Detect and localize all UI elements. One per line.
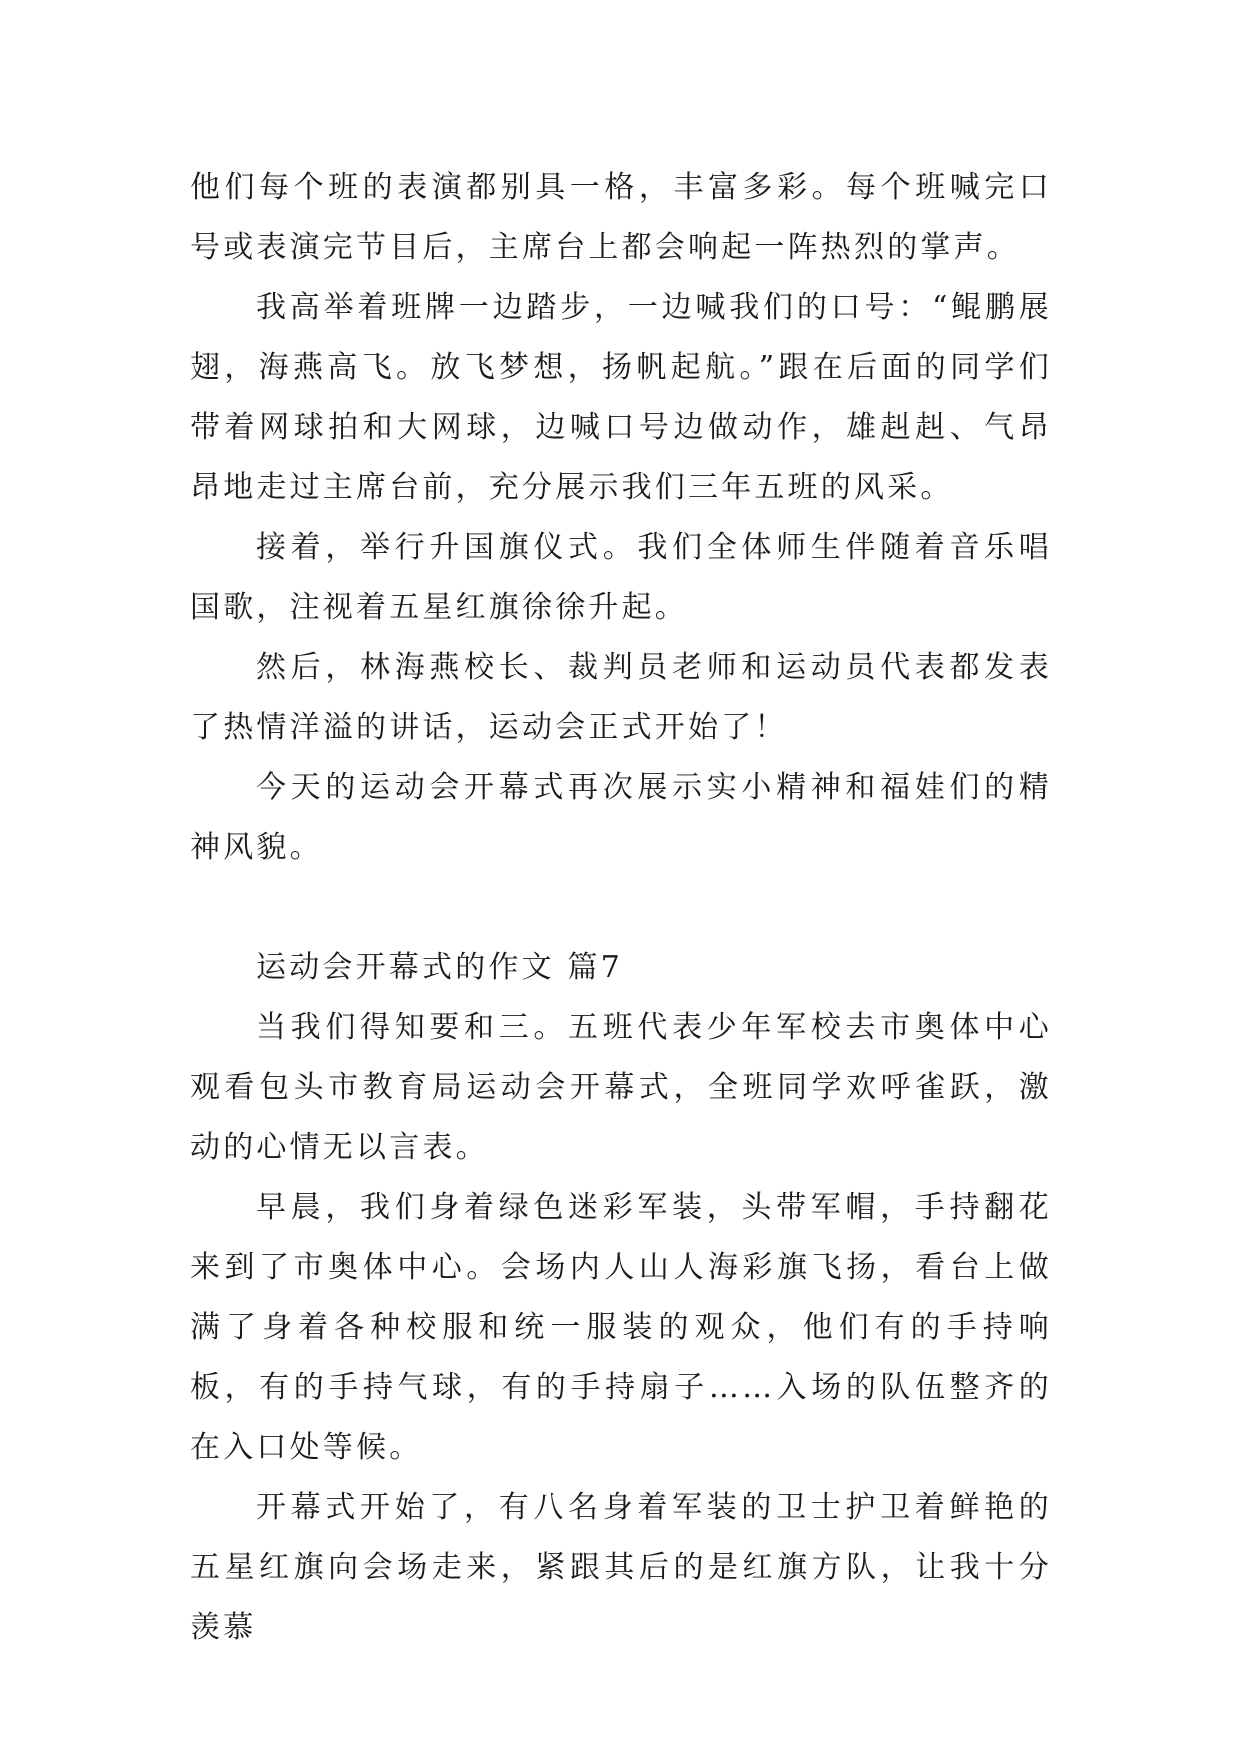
document-body xyxy=(190,158,1052,1658)
blank-line xyxy=(190,878,1052,938)
paragraph: 早晨，我们身着绿色迷彩军装，头带军帽，手持翻花来到了市奥体中心。会场内人山人海彩旗飞扬，看台上做满了身着各种校服和统一服装的观众，他们有的手持响板，有的手持气球，有的手持扇子……入场的队伍整齐的在入口处等候。 xyxy=(190,1190,1052,1465)
paragraph: 我高举着班牌一边踏步，一边喊我们的口号：“鲲鹏展翅，海燕高飞。放飞梦想，扬帆起航。”跟在后面的同学们带着网球拍和大网球，边喊口号边做动作，雄赳赳、气昂昂地走过主席台前，充分展示我们三年五班的风采。 xyxy=(190,290,1052,505)
paragraph: 接着，举行升国旗仪式。我们全体师生伴随着音乐唱国歌，注视着五星红旗徐徐升起。 xyxy=(190,530,1052,625)
paragraph-continued: 他们每个班的表演都别具一格，丰富多彩。每个班喊完口号或表演完节目后，主席台上都会响起一阵热烈的掌声。 xyxy=(190,170,1052,265)
paragraph: 当我们得知要和三。五班代表少年军校去市奥体中心观看包头市教育局运动会开幕式，全班同学欢呼雀跃，激动的心情无以言表。 xyxy=(190,1010,1052,1165)
paragraph: 然后，林海燕校长、裁判员老师和运动员代表都发表了热情洋溢的讲话，运动会正式开始了！ xyxy=(190,650,1052,745)
paragraph: 今天的运动会开幕式再次展示实小精神和福娃们的精神风貌。 xyxy=(190,770,1052,865)
paragraph: 开幕式开始了，有八名身着军装的卫士护卫着鲜艳的五星红旗向会场走来，紧跟其后的是红旗方队，让我十分羡慕 xyxy=(190,1490,1052,1645)
section-heading: 运动会开幕式的作文 篇7 xyxy=(256,950,624,985)
